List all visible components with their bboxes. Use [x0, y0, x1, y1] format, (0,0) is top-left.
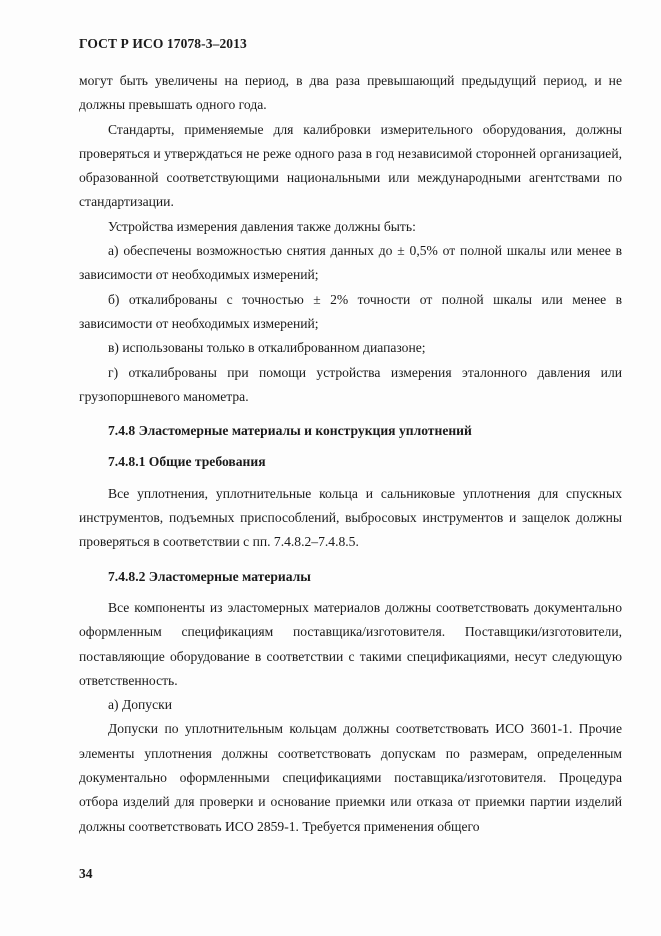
standard-header: ГОСТ Р ИСО 17078-3–2013 — [79, 36, 247, 51]
section-heading-7-4-8-2: 7.4.8.2 Эластомерные материалы — [108, 568, 311, 584]
paragraph-calibration-standards: Стандарты, применяемые для калибровки измерительного оборудования, должны проверяться и утверждаться не реже одного раза в год независимой сторонней организацией, образованной соответствующими национальными или международными агентствами по стандартизации. — [79, 121, 622, 210]
list-item-tolerances: а) Допуски — [108, 697, 173, 713]
paragraph-general-requirements: Все уплотнения, уплотнительные кольца и сальниковые уплотнения для спускных инструментов, подъемных приспособлений, выбросовых инструментов и защелок должны проверяться в соответствии с пп. 7.4.8.2–7.4.8.5. — [79, 485, 622, 550]
list-item-g: г) откалиброваны при помощи устройства измерения эталонного давления или грузопоршневого манометра. — [79, 364, 622, 404]
section-heading-7-4-8-1: 7.4.8.1 Общие требования — [108, 454, 266, 470]
paragraph-tolerances: Допуски по уплотнительным кольцам должны соответствовать ИСО 3601-1. Прочие элементы уплотнения должны соответствовать допускам по размерам, определенным документально оформленными спецификациями поставщика/изготовителя. Процедура отбора изделий для проверки и основание приемки или отказа от приемки партии изделий должны соответствовать ИСО 2859-1. Требуется применения общего — [79, 721, 622, 834]
section-heading-7-4-8: 7.4.8 Эластомерные материалы и конструкция уплотнений — [108, 423, 472, 439]
list-item-a: а) обеспечены возможностью снятия данных до ± 0,5% от полной шкалы или менее в зависимости от необходимых измерений; — [79, 243, 622, 283]
page-number: 34 — [79, 866, 93, 881]
paragraph-pressure-devices-intro: Устройства измерения давления также должны быть: — [108, 218, 416, 234]
page-body — [79, 69, 622, 839]
list-item-v: в) использованы только в откалиброванном диапазоне; — [108, 340, 426, 356]
list-item-b: б) откалиброваны с точностью ± 2% точности от полной шкалы или менее в зависимости от необходимых измерений; — [79, 291, 622, 331]
paragraph-elastomer-materials: Все компоненты из эластомерных материалов должны соответствовать документально оформленным спецификациям поставщика/изготовителя. Поставщики/изготовители, поставляющие оборудование в соответствии с такими спецификациями, несут следующую ответственность. — [79, 599, 622, 688]
paragraph-period-continuation: могут быть увеличены на период, в два раза превышающий предыдущий период, и не должны превышать одного года. — [79, 73, 622, 113]
